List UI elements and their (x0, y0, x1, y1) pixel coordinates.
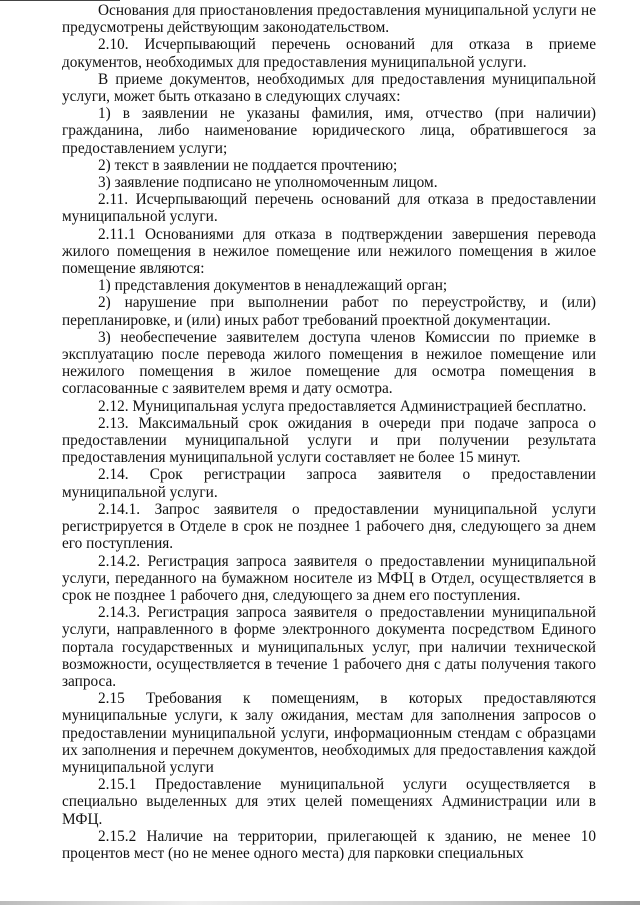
paragraph: 2.14.3. Регистрация запроса заявителя о предоставлении муниципальной услуги, направленного в форме электронного документа посредством Единого портала государственных и муниципальных услуг, при наличии технической возможности, осуществляется в течение 1 рабочего дня с даты получения такого запроса. (62, 604, 596, 690)
paragraph: 1) представления документов в ненадлежащий орган; (98, 277, 448, 295)
paragraph: 2.13. Максимальный срок ожидания в очереди при подаче запроса о предоставлении муниципальной услуги и при получении результата предоставления муниципальной услуги составляет не более 15 минут. (62, 414, 596, 467)
paragraph: 2.11.1 Основаниями для отказа в подтверждении завершения перевода жилого помещения в нежилое помещение или нежилого помещения в жилое помещение являются: (62, 225, 596, 278)
paragraph: 2.14.1. Запрос заявителя о предоставлении муниципальной услуги регистрируется в Отделе в срок не позднее 1 рабочего дня, следующего за днем его поступления. (62, 500, 596, 553)
paragraph: 2.11. Исчерпывающий перечень оснований для отказа в предоставлении муниципальной услуги. (62, 191, 596, 226)
scan-edge-top (0, 0, 120, 4)
paragraph: 2.14.2. Регистрация запроса заявителя о предоставлении муниципальной услуги, переданного на бумажном носителе из МФЦ в Отдел, осуществляется в срок не позднее 1 рабочего дня, следующего за днем его поступления. (62, 552, 596, 604)
paragraph: Основания для приостановления предоставления муниципальной услуги не предусмотрены действующим законодательством. (62, 2, 596, 37)
paragraph: 3) необеспечение заявителем доступа членов Комиссии по приемке в эксплуатацию после перевода жилого помещения в нежилое помещение или нежилого помещения в жилое помещение для осмотра помещения в согласованные с заявителем время и дату осмотра. (62, 328, 596, 398)
paragraph: 1) в заявлении не указаны фамилия, имя, отчество (при наличии) гражданина, либо наименование юридического лица, обратившегося за предоставлением услуги; (62, 105, 596, 157)
paragraph: 3) заявление подписано не уполномоченным лицом. (98, 174, 438, 192)
paragraph: В приеме документов, необходимых для предоставления муниципальной услуги, может быть отказано в следующих случаях: (62, 70, 596, 106)
paragraph: 2.14. Срок регистрации запроса заявителя о предоставлении муниципальной услуги. (62, 466, 596, 501)
scan-edge-bottom (0, 901, 640, 905)
paragraph: 2.12. Муниципальная услуга предоставляется Администрацией бесплатно. (98, 397, 587, 415)
paragraph: 2.15 Требования к помещениям, в которых предоставляются муниципальные услуги, к залу ожидания, местам для заполнения запросов о предоставлении муниципальной услуги, информационным стендам с образцами их заполнения и перечнем документов, необходимых для предоставления каждой муниципальной услуги (62, 690, 596, 776)
paragraph: 2) нарушение при выполнении работ по переустройству, и (или) перепланировке, и (или) иных работ требований проектной документации. (62, 294, 596, 329)
paragraph: 2.15.1 Предоставление муниципальной услуги осуществляется в специально выделенных для этих целей помещениях Администрации или в МФЦ. (62, 776, 596, 828)
paragraph: 2.10. Исчерпывающий перечень оснований для отказа в приеме документов, необходимых для предоставления муниципальной услуги. (62, 36, 596, 71)
paragraph: 2) текст в заявлении не поддается прочтению; (98, 156, 398, 174)
paragraph: 2.15.2 Наличие на территории, прилегающей к зданию, не менее 10 процентов мест (но не менее одного места) для парковки специальных (62, 827, 596, 862)
